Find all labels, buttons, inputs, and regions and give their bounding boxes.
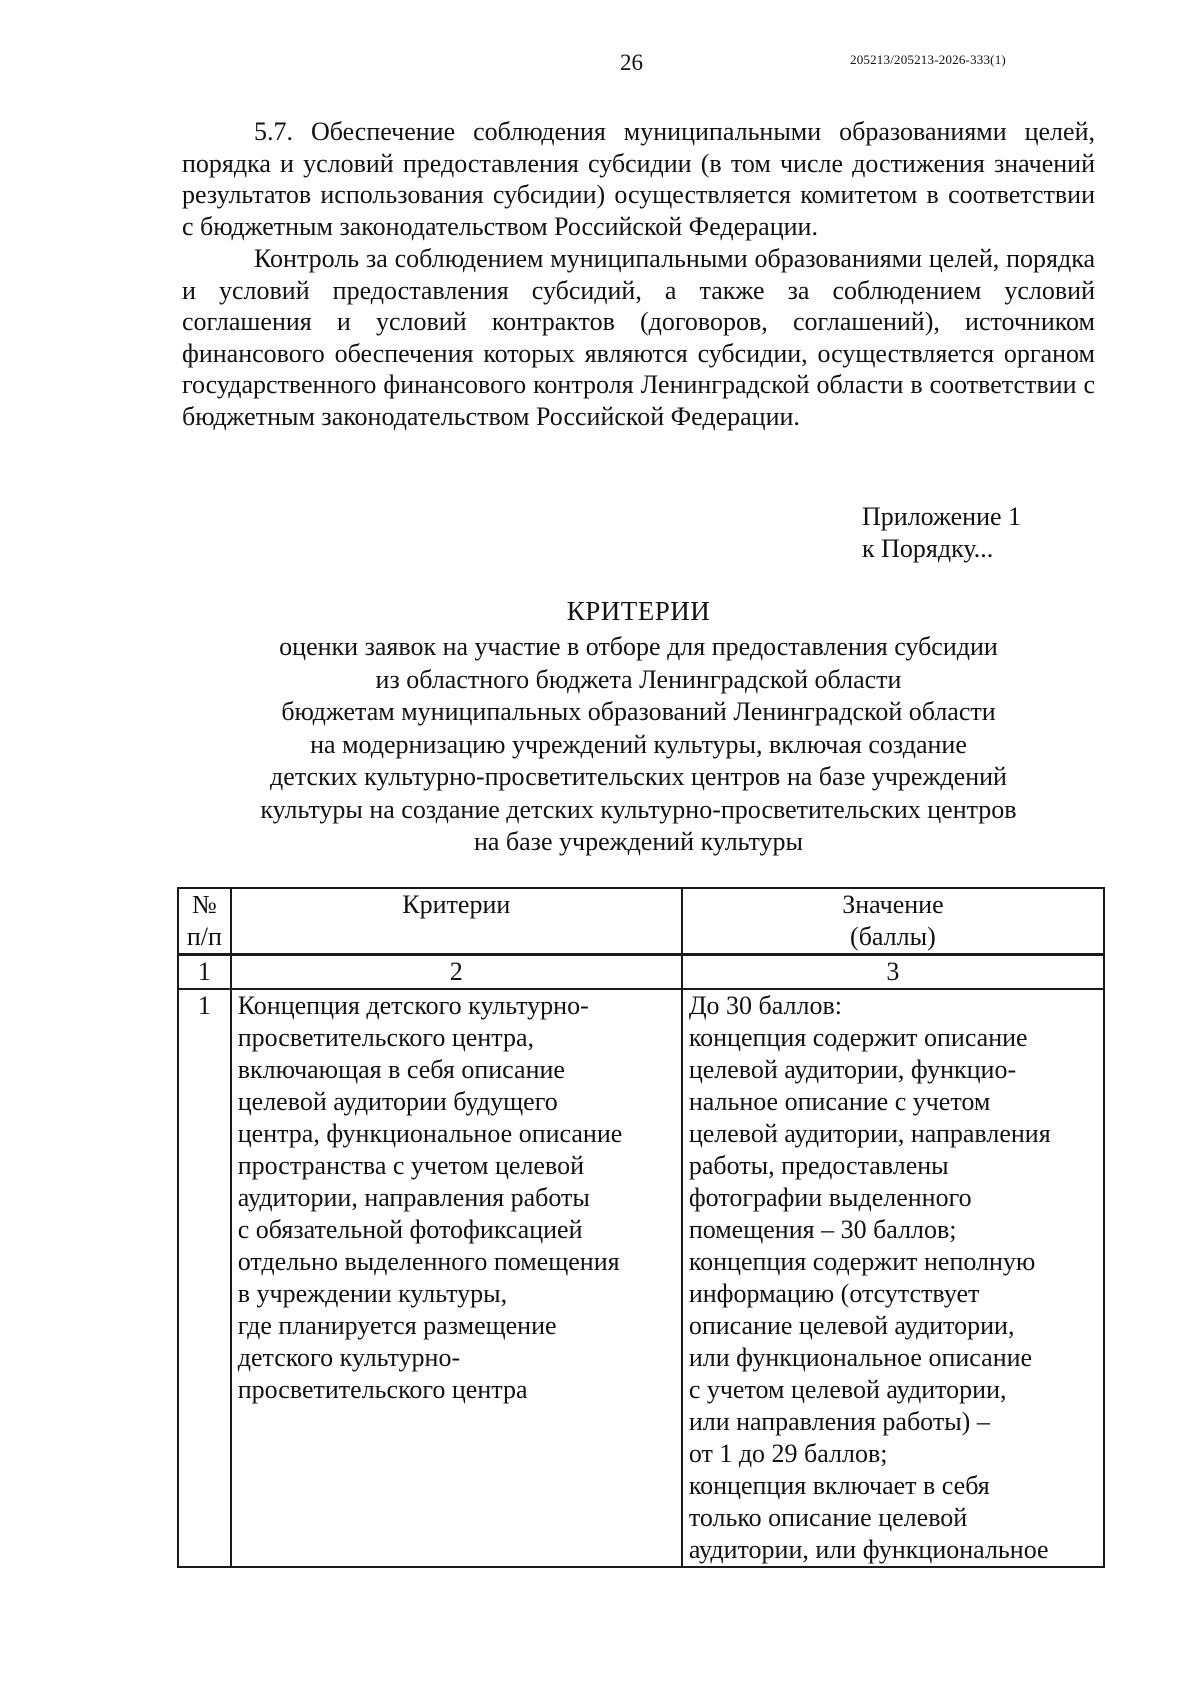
criteria-table xyxy=(177,887,1105,1568)
subtitle-line: детских культурно-просветительских центров на базе учреждений xyxy=(270,762,1007,791)
paragraph-control: Контроль за соблюдением муниципальными образованиями целей, порядка и условий предоставления субсидий, а также за соблюдением условий соглашения и условий контрактов (договоров, соглашений), источником финансового обеспечения которых являются субсидии, осуществляется органом государственного финансового контроля Ленинградской области в соответствии с бюджетным законодательством Российской Федерации. xyxy=(182,244,1095,431)
column-number: 1 xyxy=(178,955,231,990)
value-cell xyxy=(682,989,1104,1567)
table-row xyxy=(178,989,1104,1567)
subtitle-line: бюджетам муниципальных образований Ленинградской области xyxy=(281,697,996,726)
value-line: с учетом целевой аудитории, xyxy=(688,1375,1007,1404)
criterion-line: где планируется размещение xyxy=(237,1311,557,1340)
column-number: 3 xyxy=(682,955,1104,990)
value-line: описание целевой аудитории, xyxy=(688,1311,1015,1340)
criterion-line: в учреждении культуры, xyxy=(237,1279,508,1308)
value-line: информацию (отсутствует xyxy=(688,1279,980,1308)
value-line: аудитории, или функциональное xyxy=(688,1535,1049,1564)
value-line: концепция включает в себя xyxy=(688,1471,990,1500)
header-number xyxy=(178,888,231,955)
column-number-row xyxy=(178,955,1104,990)
value-line: фотографии выделенного xyxy=(688,1183,972,1212)
appendix-line-2: к Порядку... xyxy=(862,534,994,563)
header-number-line-1: № xyxy=(191,890,217,919)
value-line: целевой аудитории, функцио- xyxy=(688,1055,1017,1084)
document-code: 205213/205213-2026-333(1) xyxy=(850,52,1006,67)
row-number: 1 xyxy=(178,989,231,1567)
value-line: целевой аудитории, направления xyxy=(688,1119,1051,1148)
subtitle-line: оценки заявок на участие в отборе для предоставления субсидии xyxy=(279,632,998,661)
criterion-line: отдельно выделенного помещения xyxy=(237,1247,620,1276)
criterion-line: просветительского центра, xyxy=(237,1023,534,1052)
criterion-line: целевой аудитории будущего xyxy=(237,1087,558,1116)
paragraph-5-7: 5.7. Обеспечение соблюдения муниципальными образованиями целей, порядка и условий предоставления субсидии (в том числе достижения значений результатов использования субсидии) осуществляется комитетом в соответствии с бюджетным законодательством Российской Федерации. xyxy=(182,117,1095,241)
subtitle-line: на базе учреждений культуры xyxy=(473,827,804,856)
value-line: или направления работы) – xyxy=(688,1407,990,1436)
criterion-line: аудитории, направления работы xyxy=(237,1183,590,1212)
criterion-line: центра, функциональное описание xyxy=(237,1119,623,1148)
header-number-line-2: п/п xyxy=(186,922,222,951)
subtitle-line: из областного бюджета Ленинградской области xyxy=(375,664,902,694)
table-header-row xyxy=(178,888,1104,955)
criterion-line: Концепция детского культурно- xyxy=(237,991,589,1020)
criterion-line: пространства с учетом целевой xyxy=(237,1151,584,1180)
subtitle-line: культуры на создание детских культурно-просветительских центров xyxy=(260,794,1017,824)
page-number: 26 xyxy=(620,50,643,75)
value-line: работы, предоставлены xyxy=(688,1151,949,1180)
header-criteria xyxy=(231,888,682,955)
value-line: или функциональное описание xyxy=(688,1343,1033,1372)
value-line: До 30 баллов: xyxy=(688,991,842,1020)
criterion-line: с обязательной фотофиксацией xyxy=(237,1215,583,1244)
value-line: концепция содержит описание xyxy=(688,1023,1028,1052)
criterion-line: просветительского центра xyxy=(237,1375,528,1404)
criteria-subtitle xyxy=(182,631,1095,859)
criterion-cell xyxy=(231,989,682,1567)
header-value xyxy=(682,888,1104,955)
column-number: 2 xyxy=(231,955,682,990)
value-line: помещения – 30 баллов; xyxy=(688,1215,957,1244)
header-value-line-1: Значение xyxy=(842,890,944,919)
value-line: концепция содержит неполную xyxy=(688,1247,1036,1276)
appendix-note xyxy=(862,501,1021,565)
criteria-title: КРИТЕРИИ xyxy=(566,596,711,626)
value-line: нальное описание с учетом xyxy=(688,1087,991,1116)
appendix-line-1: Приложение 1 xyxy=(862,502,1022,531)
header-criteria-label: Критерии xyxy=(402,890,511,919)
value-line: от 1 до 29 баллов; xyxy=(688,1439,888,1468)
subtitle-line: на модернизацию учреждений культуры, включая создание xyxy=(310,729,967,759)
criterion-line: детского культурно- xyxy=(237,1343,461,1372)
criterion-line: включающая в себя описание xyxy=(237,1055,565,1084)
value-line: только описание целевой xyxy=(688,1503,968,1532)
header-value-line-2: (баллы) xyxy=(850,922,936,951)
